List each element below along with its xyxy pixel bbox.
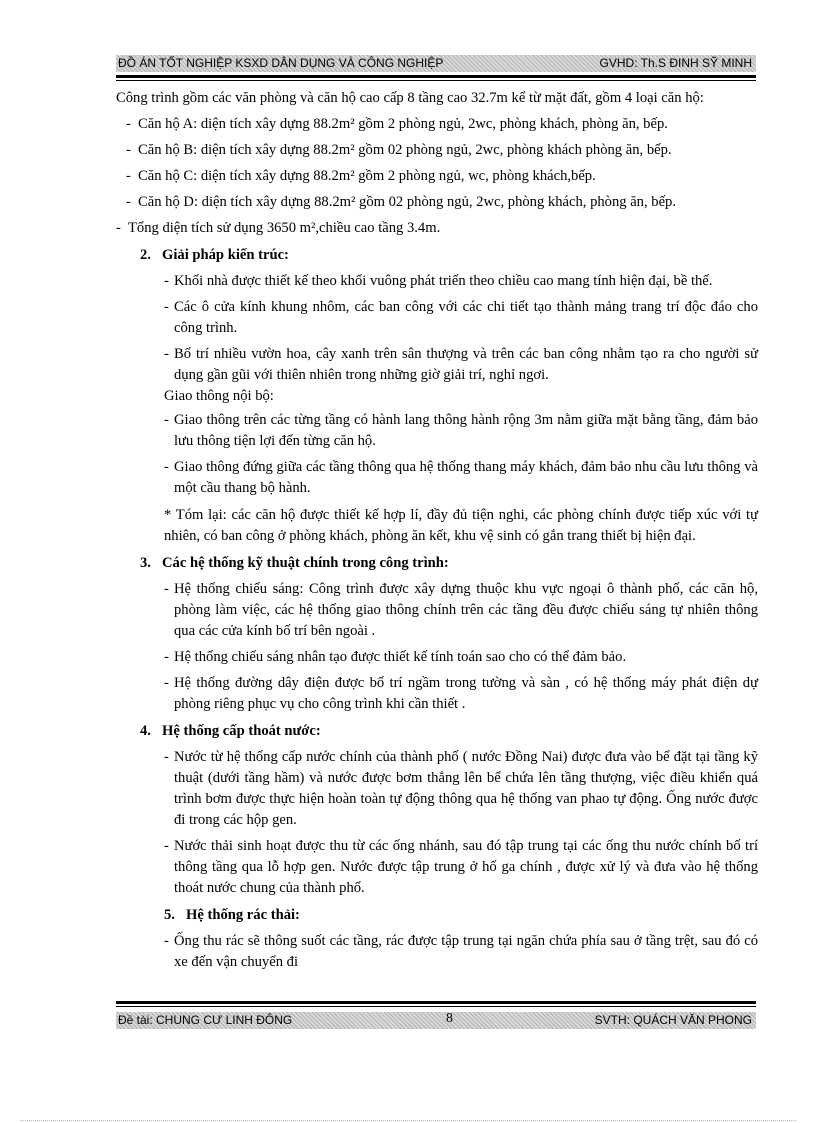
water-item: - Nước từ hệ thống cấp nước chính của thành phố ( nước Đồng Nai) được đưa vào bể đặt tại tầng kỹ thuật (dưới tầng hầm) và nước được bơm thẳng lên bể chứa lên tầng thượng, việc điều khiển quá trình bơm được thực hiện hoàn toàn tự động thông qua hệ thống van phao tự động. Ống nước được đi trong các hộp gen. bbox=[164, 749, 758, 828]
apartment-item: - Căn hộ B: diện tích xây dựng 88.2m² gồm 02 phòng ngủ, 2wc, phòng khách phòng ăn, bếp. bbox=[126, 142, 672, 158]
section-heading-waste: 5. Hệ thống rác thải: bbox=[164, 907, 300, 923]
footer-rule-thin bbox=[116, 1006, 756, 1007]
header-rule bbox=[116, 75, 756, 78]
apartment-item: - Căn hộ C: diện tích xây dựng 88.2m² gồm 2 phòng ngủ, wc, phòng khách,bếp. bbox=[126, 168, 596, 184]
summary-note: * Tóm lại: các căn hộ được thiết kế hợp lí, đầy đủ tiện nghi, các phòng chính được tiếp xúc với tự nhiên, có ban công ở phòng khách, phòng ăn kết, khu vệ sinh có gắn trang thiết bị hiện đại. bbox=[164, 507, 758, 544]
apartment-item: - Căn hộ D: diện tích xây dựng 88.2m² gồm 02 phòng ngủ, 2wc, phòng khách, phòng ăn, bếp. bbox=[126, 194, 676, 210]
header-advisor: GVHD: Th.S ĐINH SỸ MINH bbox=[599, 56, 752, 70]
section-heading-water: 4. Hệ thống cấp thoát nước: bbox=[140, 723, 321, 739]
header-project-title: ĐỒ ÁN TỐT NGHIỆP KSXD DÂN DỤNG VÀ CÔNG NGHIỆP bbox=[118, 56, 444, 70]
page-header bbox=[116, 55, 756, 72]
technical-item: - Hệ thống chiếu sáng nhân tạo được thiết kế tính toán sao cho có thể đảm bảo. bbox=[164, 649, 627, 665]
water-item: - Nước thải sinh hoạt được thu từ các ống nhánh, sau đó tập trung tại các ống thu nước chính bố trí thông tầng qua lỗ hợp gen. Nước được tập trung ở hố ga chính , được xử lý và đưa vào hệ thống thoát nước chung của thành phố. bbox=[164, 838, 758, 896]
page-edge-dots bbox=[20, 1120, 796, 1121]
technical-item: - Hệ thống đường dây điện được bố trí ngầm trong tường và sàn , có hệ thống máy phát điện dự phòng riêng phục vụ cho công trình khi cần thiết . bbox=[164, 675, 758, 712]
traffic-item: - Giao thông đứng giữa các tầng thông qua hệ thống thang máy khách, đảm bảo nhu cầu lưu thông và một cầu thang bộ hành. bbox=[164, 459, 758, 496]
waste-item: - Ống thu rác sẽ thông suốt các tầng, rác được tập trung tại ngăn chứa phía sau ở tầng trệt, sau đó có xe đến vận chuyển đi bbox=[164, 933, 758, 970]
traffic-item: - Giao thông trên các từng tầng có hành lang thông hành rộng 3m nằm giữa mặt bằng tầng, đảm bảo lưu thông tiện lợi đến từng căn hộ. bbox=[164, 412, 758, 449]
footer-student: SVTH: QUÁCH VĂN PHONG bbox=[594, 1013, 752, 1027]
architecture-item: - Khối nhà được thiết kế theo khối vuông phát triển theo chiều cao mang tính hiện đại, bề thế. bbox=[164, 273, 713, 289]
footer-topic: Đề tài: CHUNG CƯ LINH ĐÔNG bbox=[118, 1013, 293, 1027]
page-footer bbox=[116, 1012, 756, 1029]
section-heading-architecture: 2. Giải pháp kiến trúc: bbox=[140, 247, 289, 263]
footer-rule bbox=[116, 1001, 756, 1004]
section-heading-technical: 3. Các hệ thống kỹ thuật chính trong công trình: bbox=[140, 555, 449, 571]
architecture-item: - Bố trí nhiều vườn hoa, cây xanh trên sân thượng và trên các ban công nhằm tạo ra cho người sử dụng gần gũi với thiên nhiên trong những giờ giải trí, nghỉ ngơi. bbox=[164, 346, 758, 383]
intro-paragraph: Công trình gồm các văn phòng và căn hộ cao cấp 8 tầng cao 32.7m kể từ mặt đất, gồm 4 loại căn hộ: bbox=[116, 90, 704, 106]
total-area-item: - Tổng diện tích sử dụng 3650 m²,chiều cao tầng 3.4m. bbox=[116, 220, 441, 236]
document-body bbox=[116, 88, 758, 973]
architecture-item: - Các ô cửa kính khung nhôm, các ban công với các chi tiết tạo thành mảng trang trí độc đáo cho công trình. bbox=[164, 299, 758, 336]
traffic-subheading: Giao thông nội bộ: bbox=[164, 388, 274, 404]
apartment-item: - Căn hộ A: diện tích xây dựng 88.2m² gồm 2 phòng ngủ, 2wc, phòng khách, phòng ăn, bếp. bbox=[126, 116, 668, 132]
header-rule-thin bbox=[116, 80, 756, 81]
page-number: 8 bbox=[446, 1011, 453, 1026]
technical-item: - Hệ thống chiếu sáng: Công trình được xây dựng thuộc khu vực ngoại ô thành phố, các căn hộ, phòng làm việc, các hệ thống giao thông chính trên các tầng đều được chiếu sáng tự nhiên thông qua các cửa kính bố trí bên ngoài . bbox=[164, 581, 758, 639]
